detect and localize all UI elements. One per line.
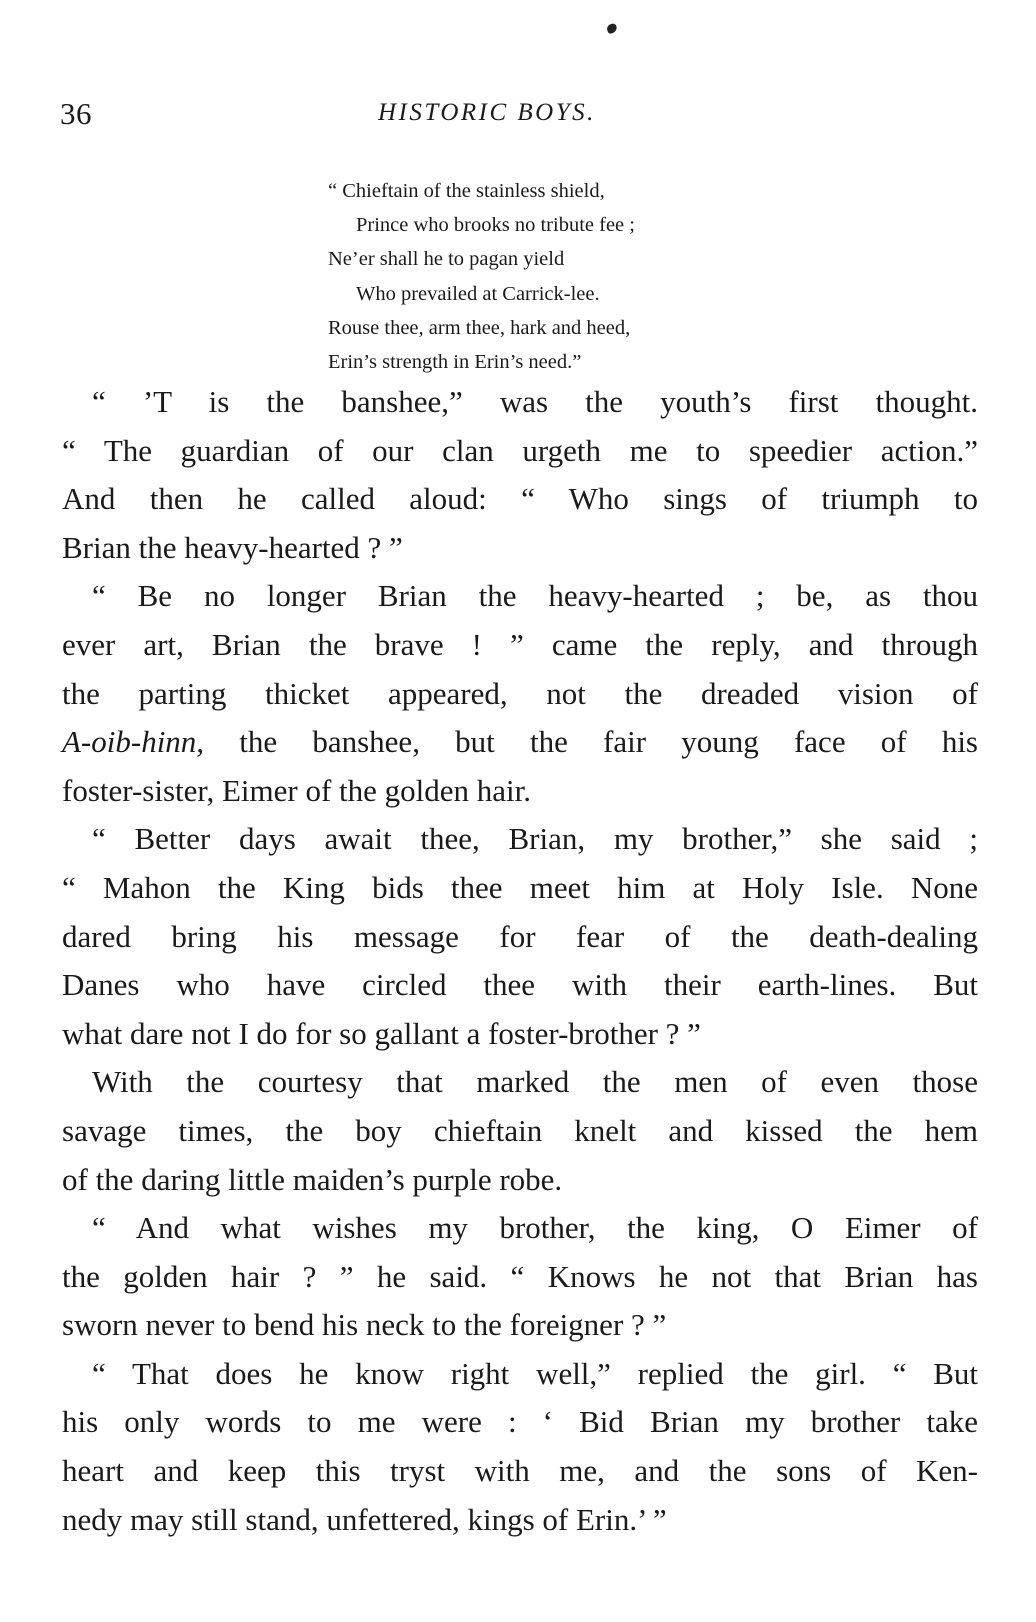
poem-stanza	[328, 174, 635, 379]
text-line: And then he called aloud: “ Who sings of triumph to	[62, 481, 978, 517]
text-line: Brian the heavy-hearted ? ”	[62, 529, 403, 565]
text-line: his only words to me were : ‘ Bid Brian my brother take	[62, 1404, 978, 1440]
text-line: nedy may still stand, unfettered, kings of Erin.’ ”	[62, 1501, 667, 1537]
body-text	[62, 378, 978, 1544]
paragraph	[62, 815, 978, 1058]
paragraph	[62, 572, 978, 815]
text-line: Danes who have circled thee with their earth-lines. But	[62, 967, 978, 1003]
page-number: 36	[60, 96, 92, 131]
text-line: the parting thicket appeared, not the dreaded vision of	[62, 675, 978, 711]
poem-line: Prince who brooks no tribute fee ;	[356, 214, 635, 237]
text-line: “ And what wishes my brother, the king, O Eimer of	[92, 1210, 978, 1246]
text-line: of the daring little maiden’s purple robe.	[62, 1161, 563, 1197]
poem-line: Rouse thee, arm thee, hark and heed,	[328, 316, 631, 339]
italic-term: A-oib-hinn,	[62, 724, 205, 760]
text-line: sworn never to bend his neck to the foreigner ? ”	[62, 1307, 667, 1343]
paragraph	[62, 378, 978, 572]
text-line: dared bring his message for fear of the death-dealing	[62, 918, 978, 954]
text-line: “ That does he know right well,” replied the girl. “ But	[92, 1355, 978, 1391]
paragraph	[62, 1058, 978, 1204]
poem-line: Erin’s strength in Erin’s need.”	[328, 351, 582, 374]
page-header	[60, 96, 980, 136]
text-line: ever art, Brian the brave ! ” came the reply, and through	[62, 626, 978, 662]
text-line: what dare not I do for so gallant a foster-brother ? ”	[62, 1015, 701, 1051]
poem-line: Ne’er shall he to pagan yield	[328, 248, 565, 271]
poem-line: Who prevailed at Carrick-lee.	[356, 282, 600, 305]
text-line: “ Mahon the King bids thee meet him at Holy Isle. None	[62, 869, 978, 905]
text-line: heart and keep this tryst with me, and the sons of Ken-	[62, 1453, 978, 1489]
text-line: savage times, the boy chieftain knelt and kissed the hem	[62, 1112, 978, 1148]
poem-line: “ Chieftain of the stainless shield,	[328, 180, 605, 202]
text-line: “ Better days await thee, Brian, my brother,” she said ;	[92, 821, 978, 857]
text-line: foster-sister, Eimer of the golden hair.	[62, 772, 532, 808]
text-line: “ Be no longer Brian the heavy-hearted ; be, as thou	[92, 578, 978, 614]
text-line: the golden hair ? ” he said. “ Knows he not that Brian has	[62, 1258, 978, 1294]
text-line: With the courtesy that marked the men of even those	[92, 1064, 978, 1100]
text-line: “ ’T is the banshee,” was the youth’s first thought.	[92, 384, 978, 419]
running-head: HISTORIC BOYS.	[378, 99, 596, 126]
paragraph	[62, 1350, 978, 1544]
text-line: A-oib-hinn, the banshee, but the fair young face of his	[62, 724, 978, 760]
ink-speck	[606, 23, 618, 35]
paragraph	[62, 1204, 978, 1350]
text-line: “ The guardian of our clan urgeth me to speedier action.”	[62, 432, 978, 468]
